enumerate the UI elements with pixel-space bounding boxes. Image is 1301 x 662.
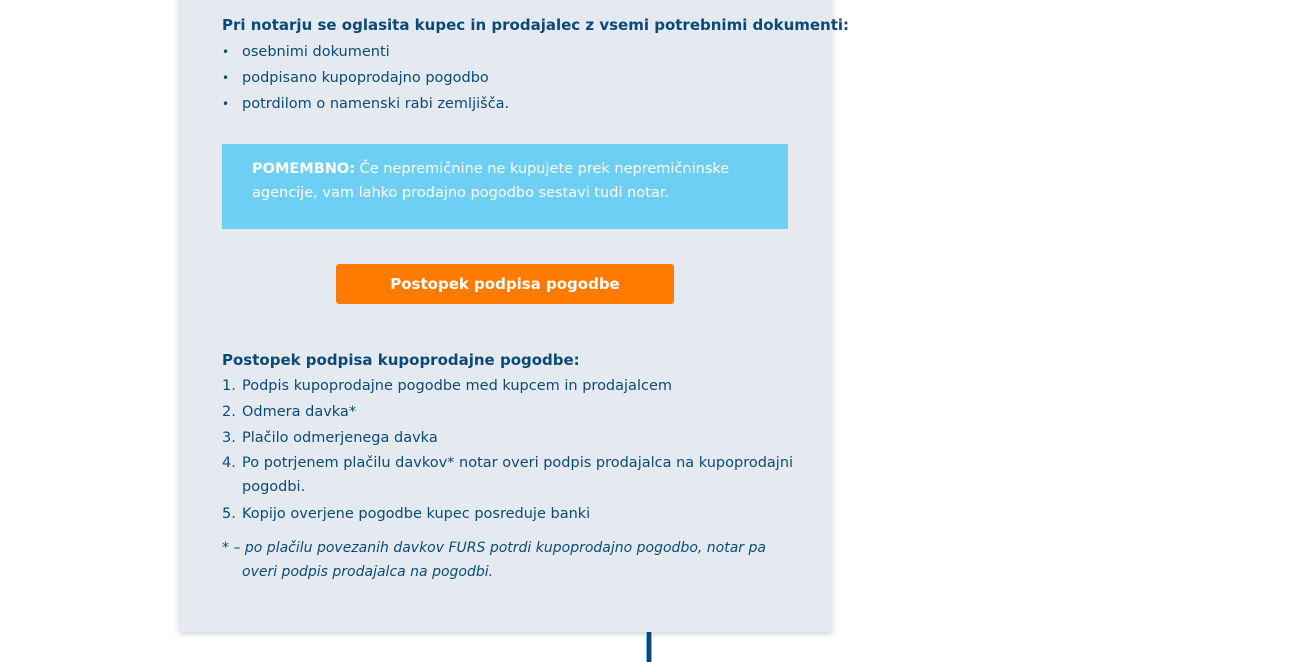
- bullet-icon: •: [222, 45, 230, 59]
- list-item: 4. Po potrjenem plačilu davkov* notar overi podpis prodajalca na kupoprodajni pogodbi.: [222, 455, 794, 495]
- list-item: • osebnimi dokumenti: [222, 39, 509, 65]
- list-item: 2. Odmera davka*: [222, 404, 357, 420]
- steps-heading: Postopek podpisa kupoprodajne pogodbe:: [222, 351, 580, 369]
- important-notice: [222, 144, 788, 229]
- list-item: 1. Podpis kupoprodajne pogodbe med kupcem in prodajalcem: [222, 378, 672, 394]
- timeline-connector: [646, 632, 652, 662]
- bullet-icon: •: [222, 97, 230, 111]
- steps-list: [222, 373, 802, 527]
- documents-heading: Pri notarju se oglasita kupec in prodajalec z vsemi potrebnimi dokumenti:: [222, 16, 850, 34]
- list-item: • potrdilom o namenski rabi zemljišča.: [222, 91, 509, 117]
- list-item: 3. Plačilo odmerjenega davka: [222, 430, 438, 446]
- list-item: • podpisano kupoprodajno pogodbo: [222, 65, 509, 91]
- notice-text: Če nepremičnine ne kupujete prek nepremičninske agencije, vam lahko prodajno pogodbo sestavi tudi notar.: [252, 161, 730, 201]
- bullet-icon: •: [222, 71, 230, 85]
- signing-procedure-button[interactable]: Postopek podpisa pogodbe: [336, 264, 674, 304]
- documents-list: [222, 39, 509, 117]
- info-card: [179, 0, 850, 632]
- list-item: 5. Kopijo overjene pogodbe kupec posreduje banki: [222, 506, 591, 522]
- notice-label: POMEMBNO:: [252, 161, 356, 177]
- footnote: * – po plačilu povezanih davkov FURS potrdi kupoprodajno pogodbo, notar pa overi podpis prodajalca na pogodbi.: [222, 540, 766, 580]
